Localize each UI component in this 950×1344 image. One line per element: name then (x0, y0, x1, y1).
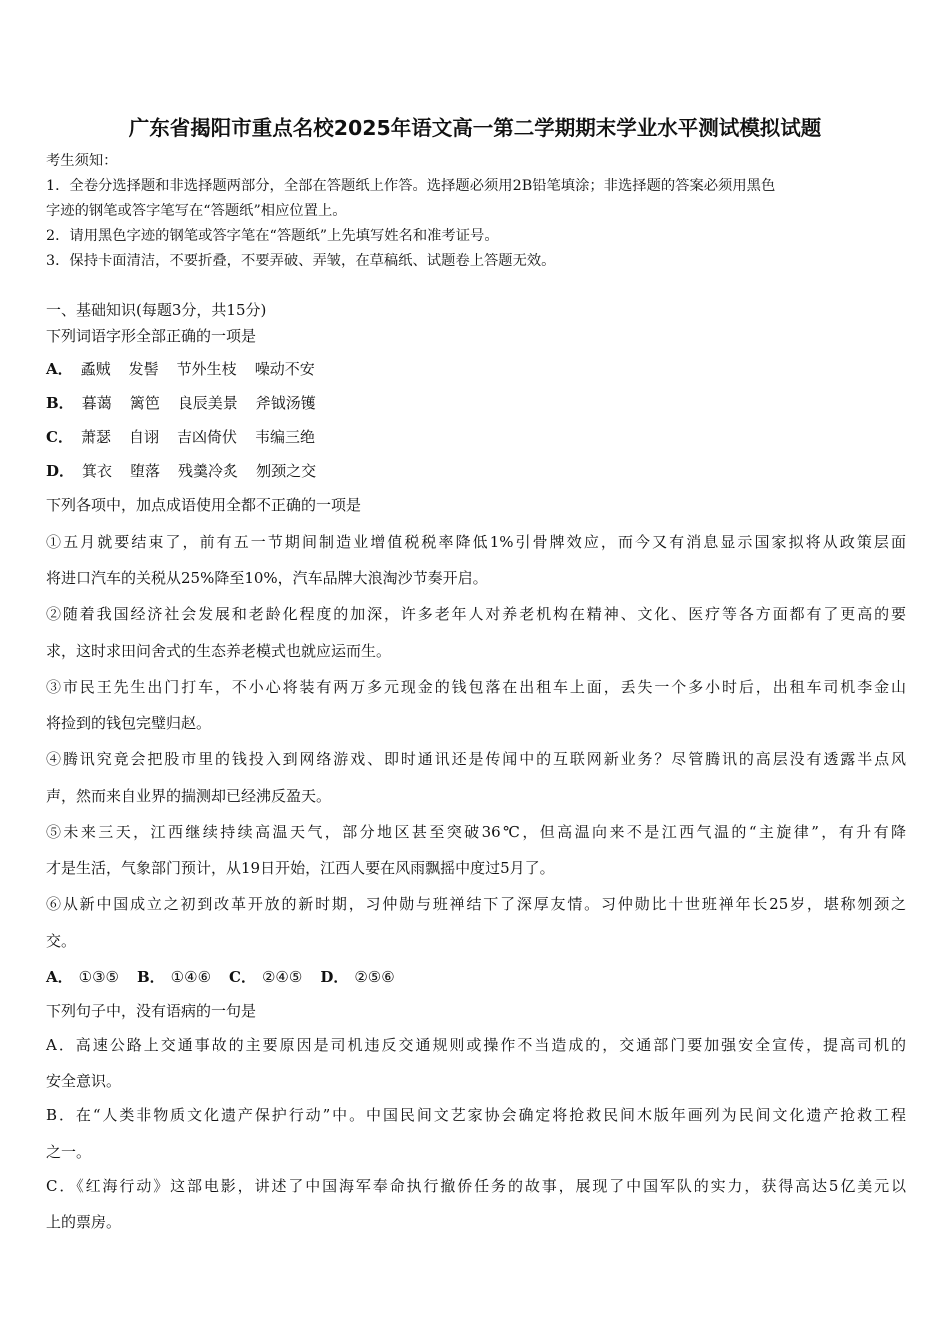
page-title: 广东省揭阳市重点名校2025年语文高一第二学期期末学业水平测试模拟试题 (128, 116, 822, 140)
notice-line: 3．保持卡面清洁，不要折叠，不要弄破、弄皱，在草稿纸、试题卷上答题无效。 (46, 253, 556, 269)
option-word: 斧钺汤镬 (255, 394, 316, 412)
option-word: 残羹冷炙 (178, 462, 239, 480)
option-value: ②④⑤ (261, 968, 303, 986)
option-label: B． (136, 968, 165, 986)
q2-text-line: ③市民王先生出门打车，不小心将装有两万多元现金的钱包落在出租车上面，丢失一个多小时后，出租车司机李金山 (46, 678, 906, 696)
q1-stem: 下列词语字形全部正确的一项是 (46, 327, 257, 345)
option-word: 韦编三绝 (255, 428, 316, 446)
option-value: ①③⑤ (78, 968, 119, 986)
option-word: 刎颈之交 (256, 462, 317, 480)
option-word: 暮蔼 (81, 394, 112, 412)
option-label: B． (46, 394, 74, 412)
q2-text-line: 将进口汽车的关税从25%降至10%，汽车品牌大浪淘沙节奏开启。 (46, 569, 488, 587)
section-heading: 一、基础知识(每题3分，共15分) (46, 301, 267, 319)
q2-text-line: ⑥从新中国成立之初到改革开放的新时期，习仲勋与班禅结下了深厚友情。习仲勋比十世班禅年长25岁，堪称刎颈之 (46, 895, 906, 913)
q1-option-d (46, 461, 334, 481)
q2-text-line: ④腾讯究竟会把股市里的钱投入到网络游戏、即时通讯还是传闻中的互联网新业务？尽管腾讯的高层没有透露半点风 (46, 750, 906, 768)
option-value: ①④⑥ (170, 968, 212, 986)
option-word: 萧瑟 (80, 428, 111, 446)
option-label: C． (229, 968, 256, 986)
answer-option-c (229, 967, 302, 987)
notice-line: 字迹的钢笔或答字笔写在“答题纸”相应位置上。 (46, 203, 347, 219)
option-label: D． (320, 968, 349, 986)
notice-heading: 考生须知： (46, 153, 118, 169)
option-word: 箕衣 (82, 462, 113, 480)
option-word: 节外生枝 (176, 360, 237, 378)
q3-text-line: C．《红海行动》这部电影，讲述了中国海军奉命执行撤侨任务的故事，展现了中国军队的实力，获得高达5亿美元以 (46, 1177, 906, 1195)
option-word: 堕落 (130, 462, 161, 480)
q1-option-c (46, 427, 333, 447)
q2-text-line: 将捡到的钱包完璧归赵。 (46, 714, 212, 732)
q3-text-line: 安全意识。 (46, 1072, 122, 1090)
q3-text-line: B．在“人类非物质文化遗产保护行动”中。中国民间文艺家协会确定将抢救民间木版年画列为民间文化遗产抢救工程 (46, 1106, 906, 1124)
answer-option-b (137, 967, 211, 987)
q2-text-line: ⑤未来三天，江西继续持续高温天气，部分地区甚至突破36℃，但高温向来不是江西气温的“主旋律”，有升有降 (46, 823, 906, 841)
option-value: ②⑤⑥ (354, 968, 395, 986)
q2-text-line: 声，然而来自业界的揣测却已经沸反盈天。 (46, 787, 332, 805)
option-label: A． (46, 360, 73, 378)
q3-text-line: 上的票房。 (46, 1213, 122, 1231)
q2-text-line: ①五月就要结束了，前有五一节期间制造业增值税税率降低1%引骨牌效应，而今又有消息显示国家拟将从政策层面 (46, 533, 906, 551)
option-word: 发髻 (128, 360, 159, 378)
option-word: 吉凶倚伏 (176, 428, 237, 446)
option-word: 蟊贼 (80, 360, 111, 378)
q2-answer-options (46, 967, 413, 987)
q2-text-line: 交。 (46, 932, 77, 950)
q2-text-line: ②随着我国经济社会发展和老龄化程度的加深，许多老年人对养老机构在精神、文化、医疗等各方面都有了更高的要 (46, 605, 906, 623)
option-label: A． (46, 968, 73, 986)
q3-stem: 下列句子中，没有语病的一句是 (46, 1002, 257, 1020)
q2-text-line: 求，这时求田问舍式的生态养老模式也就应运而生。 (46, 642, 392, 660)
option-word: 篱笆 (129, 394, 160, 412)
option-word: 噪动不安 (254, 360, 315, 378)
notice-line: 2．请用黑色字迹的钢笔或答字笔在“答题纸”上先填写姓名和准考证号。 (46, 228, 499, 244)
option-word: 良辰美景 (177, 394, 238, 412)
option-label: D． (46, 462, 75, 480)
answer-option-a (46, 967, 119, 987)
q1-option-a (46, 359, 333, 379)
option-label: C． (46, 428, 73, 446)
q2-text-line: 才是生活，气象部门预计，从19日开始，江西人要在风雨飘摇中度过5月了。 (46, 859, 555, 877)
q3-text-line: A．高速公路上交通事故的主要原因是司机违反交通规则或操作不当造成的，交通部门要加强安全宣传，提高司机的 (46, 1036, 906, 1054)
option-word: 自诩 (128, 428, 159, 446)
q1-option-b (46, 393, 334, 413)
answer-option-d (320, 967, 394, 987)
notice-line: 1．全卷分选择题和非选择题两部分，全部在答题纸上作答。选择题必须用2B铅笔填涂；非选择题的答案必须用黑色 (46, 178, 776, 194)
q3-text-line: 之一。 (46, 1143, 92, 1161)
q2-stem: 下列各项中，加点成语使用全都不正确的一项是 (46, 496, 362, 514)
